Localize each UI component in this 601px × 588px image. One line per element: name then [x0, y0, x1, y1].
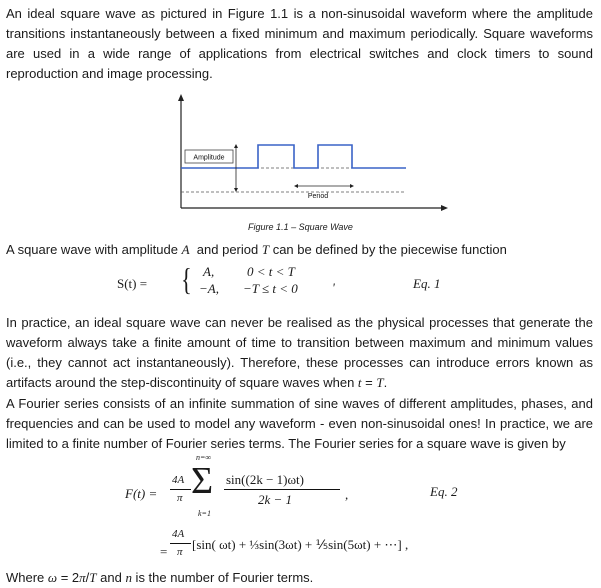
- eq2-sum-upper: n=∞: [196, 453, 212, 462]
- eq1-lhs: S(t) =: [117, 276, 148, 291]
- eq1-case2-condition: −T ≤ t < 0: [243, 281, 298, 296]
- eq2-expansion-coef-den: π: [177, 546, 183, 558]
- eq2-expansion-coef-num: 4A: [172, 528, 185, 540]
- intro-paragraph: An ideal square wave as pictured in Figure 1.1 is a non-sinusoidal waveform where the amplitude transitions instantaneously between a fixed minimum and maximum periodically. Square waveforms are used in a wide range of applications from electrical switches and clock timers to sound reproduction and image processing.: [6, 6, 593, 81]
- period-label: Period: [307, 193, 329, 200]
- eq2-comma: ,: [345, 487, 349, 502]
- practice-paragraph: In practice, an ideal square wave can never be realised as the physical processes that generate the waveform always take a finite amount of time to transition between maximum and minimum values (i.e., they cannot act instantaneously). Therefore, these processes can introduce errors known as artifacts around the step-discontinuity of square waves when t = T.: [6, 315, 593, 390]
- eq2-equals: =: [160, 544, 168, 559]
- eq2-coef-bar: [170, 489, 191, 490]
- eq1-brace: {: [181, 261, 192, 297]
- eq2-expansion-coef-bar: [170, 543, 191, 544]
- definition-sentence: A square wave with amplitude A and period T can be defined by the piecewise function: [6, 242, 507, 257]
- eq1-case2-value: −A,: [199, 281, 219, 296]
- eq2-term-den: 2k − 1: [258, 492, 293, 507]
- eq1-label: Eq. 1: [413, 276, 441, 291]
- eq2-term-bar: [224, 489, 340, 490]
- eq2-sum-lower: k=1: [198, 509, 211, 518]
- x-axis-arrow-icon: [441, 205, 448, 211]
- eq2-expansion: [sin( ωt) + ⅓sin(3ωt) + ⅕sin(5ωt) + ⋯] ,: [192, 537, 409, 552]
- where-line: Where ω = 2π/T and n is the number of Fourier terms.: [6, 570, 314, 585]
- period-arrow-left-icon: [294, 184, 298, 188]
- eq1-case1-condition: 0 < t < T: [247, 264, 295, 279]
- eq1-comma: ': [332, 280, 335, 295]
- eq2-sigma: Σ: [191, 460, 214, 502]
- eq2-label: Eq. 2: [430, 484, 458, 499]
- amplitude-arrow-down-icon: [234, 188, 238, 192]
- fourier-paragraph: A Fourier series consists of an infinite summation of sine waves of different amplitudes, phases, and frequencies and can be used to model any waveform - even non-sinusoidal ones! In practice, we are limited to a finite number of Fourier series terms. The Fourier series for a square wave is given by: [6, 396, 593, 451]
- eq2-coef-num: 4A: [172, 474, 185, 486]
- period-arrow-right-icon: [350, 184, 354, 188]
- y-axis-arrow-icon: [178, 94, 184, 101]
- square-wave-figure: [0, 0, 601, 240]
- figure-caption: Figure 1.1 – Square Wave: [248, 222, 353, 232]
- eq1-case1-value: A,: [203, 264, 215, 279]
- amplitude-arrow-up-icon: [234, 144, 238, 148]
- eq2-term-num: sin((2k − 1)ωt): [226, 472, 304, 487]
- eq2-lhs: F(t) =: [125, 486, 158, 501]
- eq2-coef-den: π: [177, 492, 183, 504]
- amplitude-label: Amplitude: [193, 154, 225, 162]
